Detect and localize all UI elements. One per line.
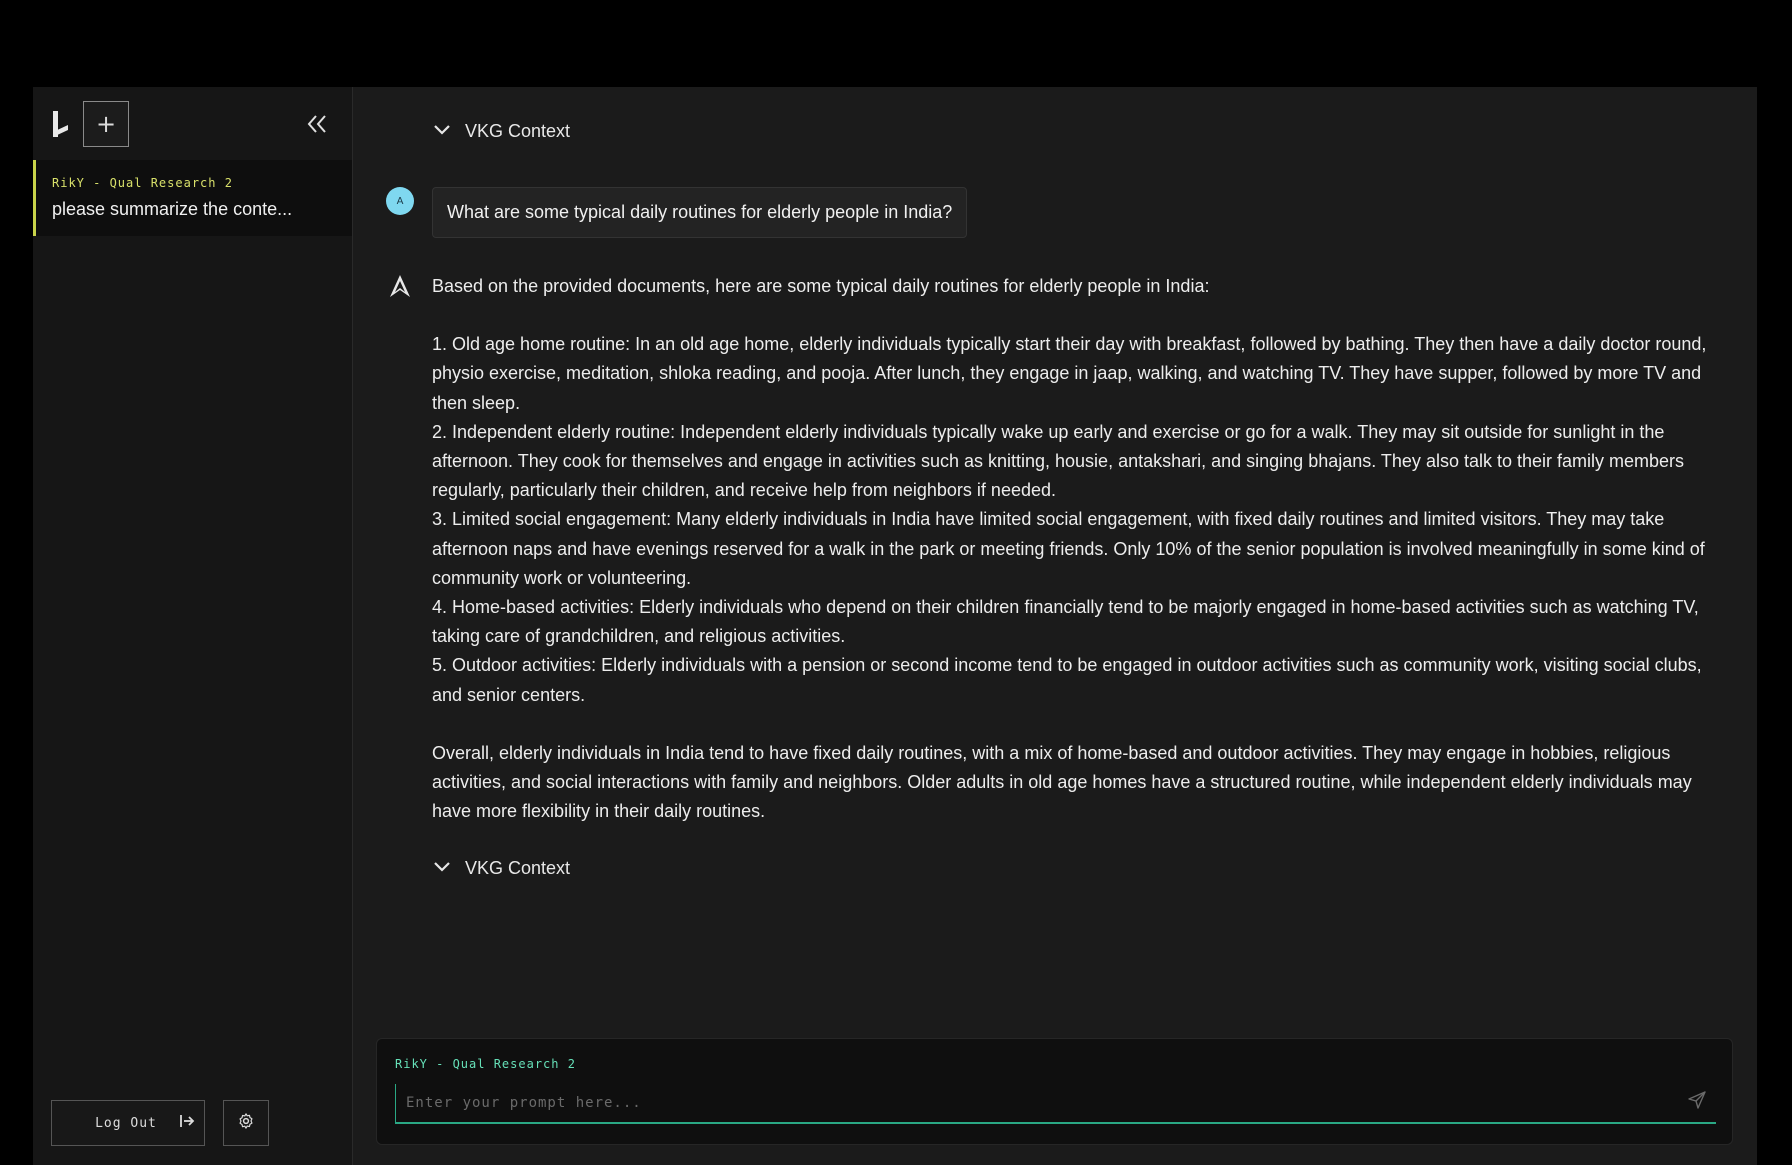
new-chat-button[interactable]: + bbox=[83, 101, 129, 147]
vkg-context-label: VKG Context bbox=[465, 121, 571, 141]
gear-icon bbox=[237, 1112, 255, 1135]
assistant-intro: Based on the provided documents, here are some typical daily routines for elderly people in India: bbox=[432, 276, 1210, 296]
assistant-logo-icon bbox=[386, 273, 414, 301]
assistant-point-3: 3. Limited social engagement: Many elderly individuals in India have limited social engagement, with fixed daily routines and limited visitors. They may take afternoon naps and have evenings reserved for a walk in the park or meeting friends. Only 10% of the senior population is involved meaningfully in some kind of community work or volunteering. bbox=[432, 509, 1705, 588]
vkg-context-toggle[interactable] bbox=[433, 121, 570, 142]
chat-item-project: RikY - Qual Research 2 bbox=[52, 176, 233, 190]
assistant-summary: Overall, elderly individuals in India tend to have fixed daily routines, with a mix of home-based and outdoor activities. They may engage in hobbies, religious activities, and social interactions with family and neighbors. Older adults in old age homes have a structured routine, while independent elderly individuals may have more flexibility in their daily routines. bbox=[432, 742, 1692, 822]
logout-label: Log Out bbox=[95, 1115, 157, 1131]
user-message-row bbox=[386, 187, 967, 238]
prompt-project-label: RikY - Qual Research 2 bbox=[395, 1057, 576, 1071]
sidebar-header bbox=[33, 87, 352, 160]
assistant-point-2: 2. Independent elderly routine: Independent elderly individuals typically wake up early and exercise or go for a walk. They may sit outside for sunlight in the afternoon. They cook for themselves and engage in activities such as knitting, housie, antakshari, and singing bhajans. They also talk to their family members regularly, particularly their children, and receive help from neighbors if needed. bbox=[432, 421, 1685, 501]
app-window bbox=[33, 87, 1757, 1165]
chat-item-title: please summarize the conte... bbox=[52, 199, 293, 219]
logout-button[interactable] bbox=[51, 1100, 205, 1146]
chat-main bbox=[353, 87, 1757, 1165]
user-avatar: A bbox=[386, 187, 414, 215]
vkg-context-label: VKG Context bbox=[465, 858, 571, 878]
prompt-composer bbox=[376, 1038, 1733, 1145]
prompt-input[interactable] bbox=[395, 1084, 1716, 1124]
assistant-point-5: 5. Outdoor activities: Elderly individuals with a pension or second income tend to be engaged in outdoor activities such as community work, visiting social clubs, and senior centers. bbox=[432, 655, 1702, 705]
sidebar bbox=[33, 87, 353, 1165]
settings-button[interactable] bbox=[223, 1100, 269, 1146]
chevron-down-icon bbox=[433, 123, 451, 141]
assistant-point-4: 4. Home-based activities: Elderly individuals who depend on their children financially tend to be majorly engaged in home-based activities such as watching TV, taking care of grandchildren, and religious activities. bbox=[432, 597, 1699, 647]
logout-arrow-icon bbox=[179, 1114, 195, 1133]
vkg-context-toggle[interactable] bbox=[433, 858, 570, 879]
sidebar-footer bbox=[51, 1100, 269, 1146]
brand-logo-icon[interactable] bbox=[49, 107, 73, 141]
chevron-down-icon bbox=[433, 860, 451, 878]
chat-history-item[interactable] bbox=[33, 160, 352, 236]
double-chevron-left-icon[interactable] bbox=[300, 107, 334, 141]
user-message: What are some typical daily routines for elderly people in India? bbox=[432, 187, 967, 238]
send-icon bbox=[1688, 1091, 1706, 1114]
assistant-message bbox=[432, 272, 1726, 826]
send-button[interactable] bbox=[1686, 1091, 1708, 1113]
assistant-point-1: 1. Old age home routine: In an old age home, elderly individuals typically start their day with breakfast, followed by bathing. They then have a daily doctor round, physio exercise, meditation, shloka reading, and pooja. After lunch, they engage in jaap, walking, and watching TV. They have supper, followed by more TV and then sleep. bbox=[432, 334, 1707, 413]
assistant-message-row bbox=[386, 272, 1726, 826]
